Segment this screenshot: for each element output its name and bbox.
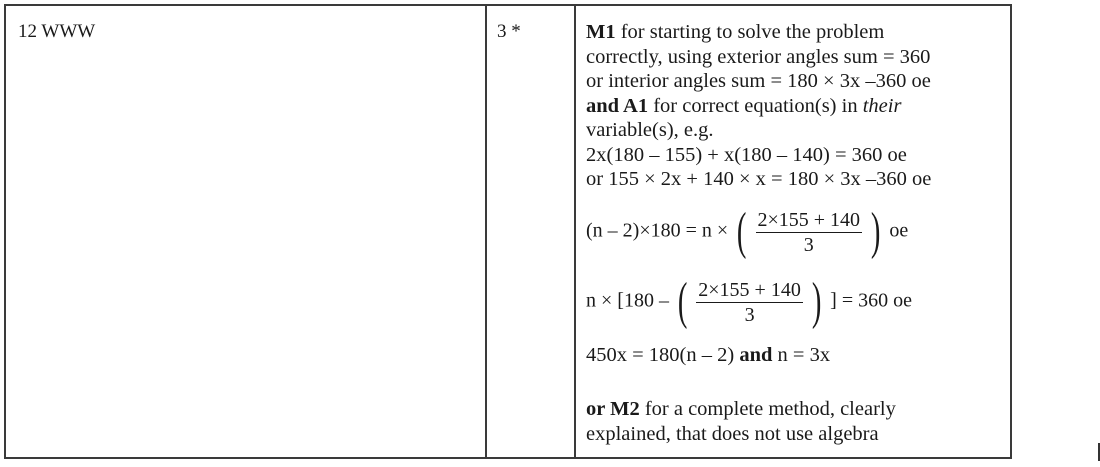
guidance-line-3: or interior angles sum = 180 × 3x –360 oe xyxy=(586,70,931,92)
guidance-line-2: correctly, using exterior angles sum = 360 xyxy=(586,45,931,68)
mark-scheme-guidance xyxy=(586,20,931,192)
fraction: $\frac{2\times 155 + 140}{3}$ xyxy=(757,208,861,256)
equation-2: or 155 × 2x + 140 × x = 180 × 3x –360 oe xyxy=(586,168,932,190)
guidance-line-1: M1 for starting to solve the problem xyxy=(586,21,885,43)
question-number: 12 WWW xyxy=(18,21,96,42)
m1-label: M1 xyxy=(586,21,616,43)
left-paren: ( xyxy=(737,203,747,260)
table-bottom-border xyxy=(4,457,1012,459)
column-divider-1 xyxy=(485,4,487,459)
equation-5: 450x = 180(n – 2) and n = 3x xyxy=(586,344,831,366)
column-divider-2 xyxy=(574,4,576,459)
guidance-line-4: and A1 for correct equation(s) in their xyxy=(586,94,902,117)
guidance-line-5: variable(s), e.g. xyxy=(586,119,714,141)
and-a1-label: and A1 xyxy=(586,94,649,117)
marks-value: 3 * xyxy=(497,21,521,42)
or-m2-label: or M2 xyxy=(586,398,640,420)
table-left-border xyxy=(4,4,6,459)
m2-guidance: or M2 for a complete method, clearly explained, that does not use algebra xyxy=(586,398,896,445)
table-top-border xyxy=(4,4,1012,6)
fraction: $\frac{2\times 155 + 140}{3}$ xyxy=(698,278,801,326)
left-paren: ( xyxy=(677,273,688,330)
right-paren: ) xyxy=(811,273,822,330)
right-paren: ) xyxy=(870,203,881,260)
equation-1: 2x(180 – 155) + x(180 – 140) = 360 oe xyxy=(586,143,907,166)
equation-3: (n – 2)×180 = n × ( $\frac{2\times 155 + 140}{3}$ ) oe xyxy=(586,203,909,260)
equation-4: n × [180 – ( $\frac{2\times 155 + 140}{3}$ ) ] = 360 oe xyxy=(586,273,912,330)
table-right-border xyxy=(1010,4,1012,459)
stray-mark xyxy=(1098,443,1100,461)
